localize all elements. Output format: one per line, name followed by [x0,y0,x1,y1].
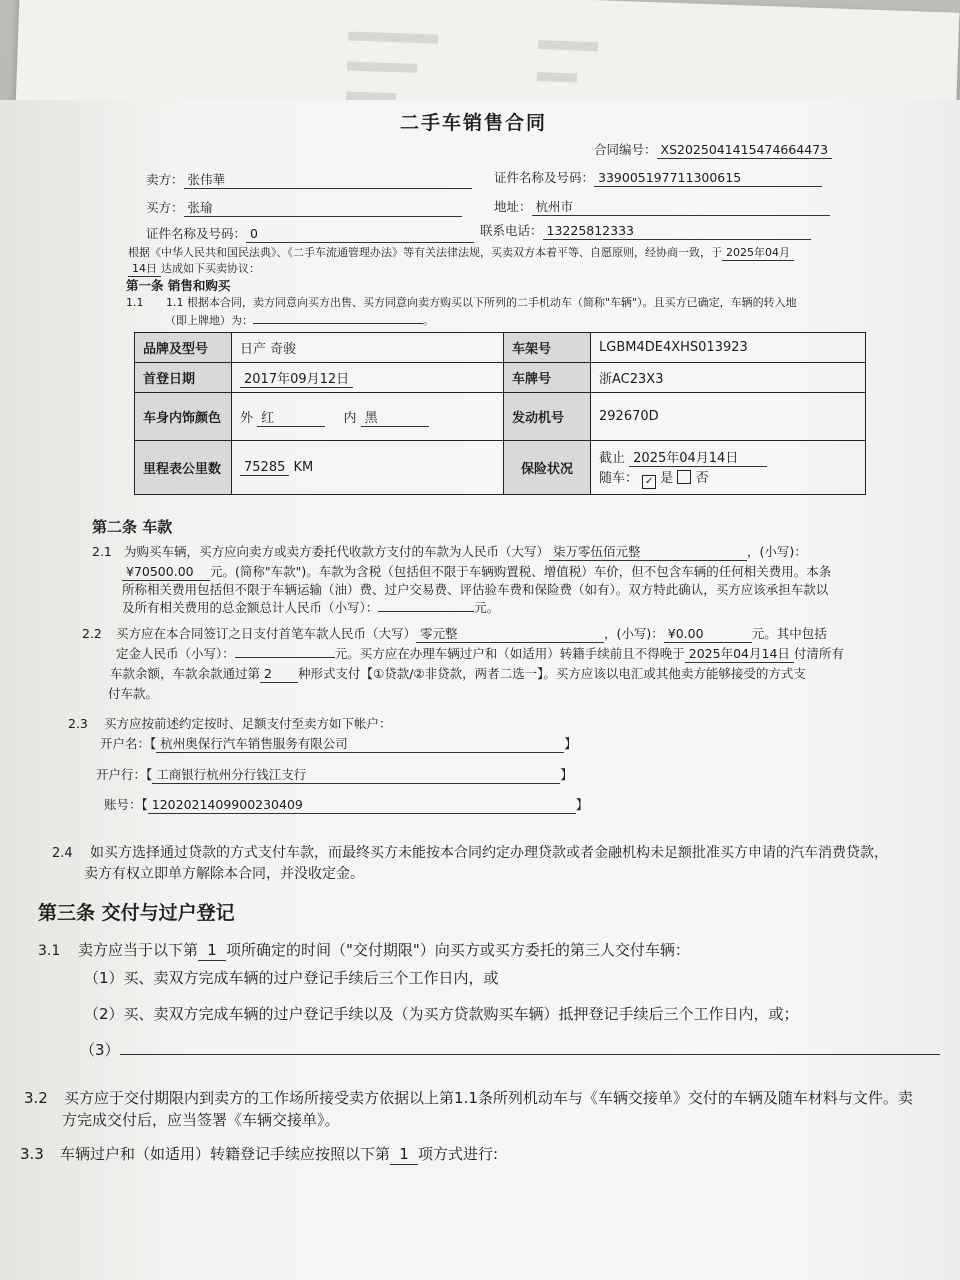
clause-3-2-line1: 3.2 买方应于交付期限内到卖方的工作场所接受卖方依据以上第1.1条所列机动车与《车辆交接单》交付的车辆及随车材料与文件。卖 [24,1089,913,1107]
clause-1-1-line2: （即上牌地）为： 。 [165,314,434,327]
contract-page [0,100,960,1280]
interior-color: 黑 [361,407,429,427]
with-car-label: 随车： [599,470,639,486]
buyer-name: 张瑜 [184,200,462,217]
contract-number-row [594,142,832,159]
buyer-phone: 13225812333 [543,223,811,240]
bank-name: 工商银行杭州分行钱江支行 [152,767,560,784]
engine-value: 292670D [591,393,866,441]
clause-3-1: 3.1 卖方应当于以下第 1 项所确定的时间（"交付期限"）向买方或买方委托的第三人交付车辆： [38,941,690,959]
bank-row: 开户行：【 工商银行杭州分行钱江支行 】 [96,767,573,782]
first-reg-cell [232,363,504,393]
insurance-cell [591,441,866,495]
article3-heading: 第三条 交付与过户登记 [38,902,235,924]
clause-2-4-line1: 2.4 如买方选择通过贷款的方式支付车款，而最终买方未能按本合同约定办理贷款或者金融机构未足额批准买方申请的汽车消费贷款， [52,845,888,861]
account-name: 杭州奥保行汽车销售服务有限公司 [156,736,564,753]
clause-2-1-line4: 及所有相关费用的总金额总计人民币（小写）： 元。 [122,600,500,615]
color-cell [232,393,504,441]
balance-deadline: 2025年04月14日 [685,646,794,663]
transfer-option: 1 [390,1144,418,1165]
seller-label: 卖方： [146,172,184,187]
car-price-amount: ¥70500.00 [122,564,210,581]
article2-heading: 第二条 车款 [92,518,173,536]
no-label: 否 [695,470,709,486]
buyer-id-row [146,226,474,243]
phone-label: 联系电话： [480,223,543,238]
address-row [494,199,830,216]
mileage-value: 75285 [240,460,289,476]
brand-label: 品牌及型号 [135,333,232,363]
phone-row [480,223,811,240]
clause-2-1-line1: 2.1 为购买车辆，买方应向卖方或卖方委托代收款方支付的车款为人民币（大写） 柒万零伍佰元整 ，(小写)： [92,544,807,559]
first-reg-label: 首登日期 [135,363,232,393]
plate-label: 车牌号 [504,363,591,393]
mileage-label: 里程表公里数 [135,441,232,495]
account-number: 1202021409900230409 [148,797,576,814]
contract-title: 二手车销售合同 [400,112,548,134]
seller-id-row [494,170,822,187]
first-payment-amount: ¥0.00 [664,626,752,643]
first-reg-value: 2017年09月12日 [240,368,353,388]
delivery-option-1: （1）买、卖双方完成车辆的过户登记手续后三个工作日内，或 [84,969,499,987]
clause-2-2-line2: 定金人民币（小写）： 元。买方应在办理车辆过户和（如适用）转籍手续前且不得晚于 2025年04月14日 付清所有 [116,646,844,661]
color-label: 车身内饰颜色 [135,393,232,441]
brand-value: 日产 奇骏 [232,333,504,363]
delivery-option: 1 [198,940,226,961]
clause-2-1-line2: ¥70500.00 元。(简称"车款")。车款为含税（包括但不限于车辆购置税、增值税）车价，但不包含车辆的任何相关费用。本条 [122,564,831,581]
clause-2-2-line3: 车款余额，车款余款通过第 2 种形式支付【①贷款/②非贷款，两者二选一】。买方应该以电汇或其他卖方能够接受的方式支 [110,666,806,681]
buyer-row [146,200,462,217]
sign-date-part2: 14日 [128,262,161,277]
clause-2-2-line1: 2.2 买方应在本合同签订之日支付首笔车款人民币（大写） 零元整 ，(小写)： ¥0.00 元。其中包括 [82,626,827,641]
buyer-label: 买方： [146,200,184,215]
engine-label: 发动机号 [504,393,591,441]
plate-value: 浙AC23X3 [591,363,866,393]
interior-label: 内 [343,410,357,426]
no-checkbox [677,470,691,484]
account-name-row: 开户名：【 杭州奥保行汽车销售服务有限公司 】 [100,736,577,751]
buyer-id-label: 证件名称及号码： [146,226,247,241]
clause-1-1-line1: 1.1 1.1 根据本合同，卖方同意向买方出售、买方同意向卖方购买以下所列的二手机动车（简称"车辆"）。且买方已确定，车辆的转入地 [126,296,797,309]
delivery-option-2: （2）买、卖双方完成车辆的过户登记手续以及（为买方贷款购买车辆）抵押登记手续后三个工作日内，或； [84,1005,799,1023]
seller-id: 339005197711300615 [594,170,822,187]
clause-3-3: 3.3 车辆过户和（如适用）转籍登记手续应按照以下第 1 项方式进行: [20,1145,499,1163]
vin-label: 车架号 [504,333,591,363]
mileage-cell [232,441,504,495]
insurance-label: 保险状况 [504,441,591,495]
delivery-option-3: （3） [80,1040,940,1060]
insurance-until-label: 截止 [599,450,626,466]
exterior-color: 红 [257,407,325,427]
first-payment-cn: 零元整 [416,626,604,643]
seller-id-label: 证件名称及号码： [494,170,595,185]
clause-2-3: 2.3 买方应按前述约定按时、足额支付至卖方如下帐户： [68,716,392,731]
exterior-label: 外 [240,410,254,426]
car-price-cn: 柒万零伍佰元整 [549,544,747,561]
vin-value: LGBM4DE4XHS013923 [591,333,866,363]
clause-2-2-line4: 付车款。 [108,686,159,701]
buyer-address: 杭州市 [532,199,830,216]
article1-heading: 第一条 销售和购买 [126,278,231,293]
contract-number-label: 合同编号： [594,142,657,157]
vehicle-info-table [134,332,866,495]
preamble-line2: 14日 达成如下买卖协议： [128,262,260,277]
sign-date-part1: 2025年04月 [722,246,794,261]
clause-2-4-line2: 卖方有权立即单方解除本合同，并没收定金。 [84,866,364,882]
contract-number: XS2025041415474664473 [657,142,833,159]
insurance-until: 2025年04月14日 [629,447,767,467]
payment-method: 2 [260,666,298,683]
clause-2-1-line3: 所称相关费用包括但不限于车辆运输（油）费、过户交易费、评估验车费和保险费（如有）。双方特此确认，买方应该承担车款以 [122,582,829,597]
address-label: 地址： [494,199,532,214]
seller-row [146,172,472,189]
yes-label: 是 [660,470,674,486]
account-number-row: 账号：【 1202021409900230409 】 [104,797,589,812]
mileage-unit: KM [293,459,314,475]
yes-checkbox: ✓ [642,475,656,489]
clause-3-2-line2: 方完成交付后，应当签署《车辆交接单》。 [62,1111,340,1129]
buyer-id: 0 [246,226,474,243]
preamble-line1: 根据《中华人民共和国民法典》、《二手车流通管理办法》等有关法律法规，买卖双方本着平等、自愿原则，经协商一致，于 2025年04月 [128,246,794,261]
seller-name: 张伟華 [184,172,472,189]
